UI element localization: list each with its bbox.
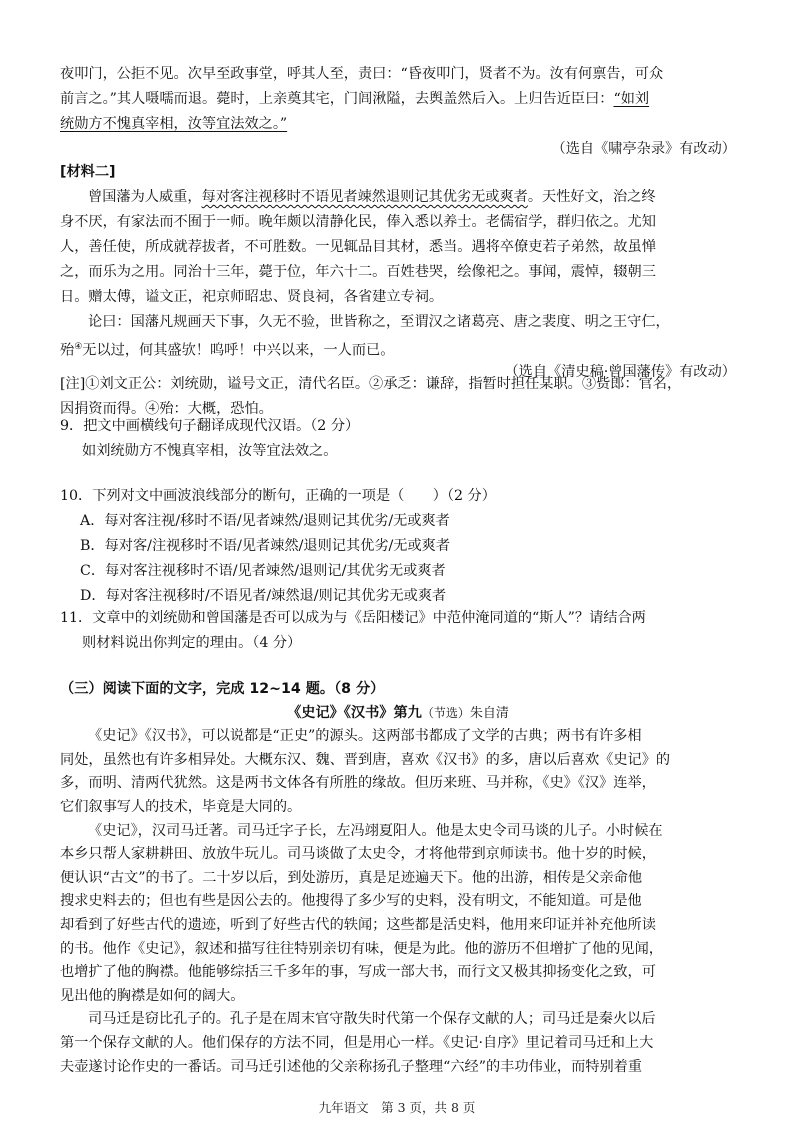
text-line: 它们叙事写人的技术，毕竟是大同的。 — [60, 798, 302, 815]
footnote-marker: ④ — [74, 342, 83, 352]
text-line: 夜叩门，公拒不见。次早至政事堂，呼其人至，责曰：“昏夜叩门，贤者不为。汝有何禀告，可众 — [60, 66, 664, 82]
text-line: 多，而明、清两代犹然。这是两书文体各有所胜的缘故。但历来班、马并称，《史》《汉》连举， — [60, 775, 656, 792]
source-citation: （选自《啸亭杂录》有改动） — [551, 141, 736, 157]
note-line: 因捐资而得。④殆：大概，恐怕。 — [60, 401, 273, 417]
text-line: 论曰：国藩凡规画天下事，久无不验，世皆称之，至谓汉之诸葛亮、唐之裴度、明之王守仁， — [88, 314, 670, 330]
text-line: 日。赠太傅，谥文正，祀京师昭忠、贤良祠，各省建立专祠。 — [60, 289, 444, 305]
text-line: 前言之。”其人嗫嚅而退。薨时，上亲奠其宅，门闾湫隘，去舆盖然后入。上归告近臣曰：“如刘 — [60, 91, 650, 107]
question-text: 则材料说出你判定的理由。（4 分） — [82, 635, 302, 651]
underlined-sentence: 统勋方不愧真宰相，汝等宜法效之。” — [60, 116, 288, 132]
material2 — [60, 160, 736, 385]
question-text: 10．下列对文中画波浪线部分的断句，正确的一项是（ ）（2 分） — [60, 488, 496, 504]
question-10 — [60, 484, 736, 609]
text-line: 之，而乐为之用。同治十三年，薨于位，年六十二。百姓巷哭，绘像祀之。事闻，震悼，辍朝三 — [60, 264, 656, 280]
text-line: 便认识“古文”的书了。二十岁以后，到处游历，真是足迹遍天下。他的出游，相传是父亲命他 — [60, 869, 643, 886]
text-line: 《史记》，汉司马迁著。司马迁字子长，左冯翊夏阳人。他是太史令司马谈的儿子。小时候在 — [88, 822, 663, 839]
note-line: [注]①刘文正公：刘统勋，谥号文正，清代名臣。②承乏：谦辞，指暂时担任某职。③赀郎：官名， — [60, 376, 682, 392]
text-line: 搜求史料去的；但也有些是因公去的。他搜得了多少写的史料，没有明文，不能知道。可是他 — [60, 893, 642, 910]
option-b: B．每对客/注视移时不语/见者竦然/退则记其优劣/无或爽者 — [80, 538, 451, 554]
wavy-underlined-sentence: 每对客注视移时不语见者竦然退则记其优劣无或爽者 — [201, 189, 528, 205]
material2-heading: [材料二] — [60, 164, 116, 180]
title-note: （节选） — [421, 705, 470, 720]
question-9 — [60, 414, 736, 464]
underlined-sentence: “如刘 — [613, 91, 650, 107]
option-c: C．每对客注视移时不语/见者竦然/退则记/其优劣无或爽者 — [80, 563, 446, 579]
text-line: 第一个保存文献的人。他们保存的方法不同，但是用心一样。《史记·自序》里记着司马迁和上大 — [60, 1034, 654, 1051]
text-line: 也增扩了他的胸襟。他能够综括三千多年的事，写成一部大书，而行文又极其抑扬变化之致，可 — [60, 964, 656, 981]
question-11 — [60, 606, 736, 656]
text-line: 本乡只帮人家耕耕田、放放牛玩儿。司马谈做了太史令，才将他带到京师读书。他十岁的时候， — [60, 846, 656, 863]
text-line: 见出他的胸襟是如何的阔大。 — [60, 987, 245, 1004]
question-sentence: 如刘统勋方不愧真宰相，汝等宜法效之。 — [82, 443, 338, 459]
text-line: 《史记》《汉书》，可以说都是“正史”的源头。这两部书都成了文学的古典；两书有许多相 — [88, 728, 642, 745]
text-line: 同处，虽然也有许多相异处。大概东汉、魏、晋到唐，喜欢《汉书》的多，唐以后喜欢《史记》的 — [60, 751, 671, 768]
text-line: 身不厌，有家法而不囿于一师。晚年颇以清静化民，俸入悉以养士。老儒宿学，群归依之。尤知 — [60, 214, 656, 230]
page-footer: 九年语文 第 3 页，共 8 页 — [318, 1100, 476, 1115]
option-d: D．每对客注视移时/不语见者/竦然退/则记其优劣无或爽者 — [80, 588, 447, 604]
material1-tail — [60, 62, 736, 162]
option-a: A．每对客注视/移时不语/见者竦然/退则记其优劣/无或爽者 — [80, 513, 450, 529]
text-line: 夫壶遂讨论作史的一番话。司马迁引述他的父亲称扬孔子整理“六经”的丰功伟业，而特别着重 — [60, 1058, 643, 1075]
text-line: 人，善任使，所成就荐拔者，不可胜数。一见辄品目其材，悉当。遇将卒僚吏若子弟然，故虽惮 — [60, 239, 656, 255]
text-line: 殆④无以过，何其盛欤！呜呼！中兴以来，一人而已。 — [60, 342, 395, 359]
section-heading: （三）阅读下面的文字，完成 12~14 题。（8 分） — [60, 681, 385, 697]
text-line: 的书。他作《史记》，叙述和描写往往特别亲切有味，便是为此。他的游历不但增扩了他的见闻， — [60, 940, 663, 957]
source-citation: （选自《清史稿·曾国藩传》有改动） — [504, 364, 736, 380]
article-author: 朱自清 — [469, 705, 509, 721]
text-line: 曾国藩为人威重，每对客注视移时不语见者竦然退则记其优劣无或爽者。天性好文，治之终 — [88, 189, 656, 205]
question-text: 11．文章中的刘统勋和曾国藩是否可以成为与《岳阳楼记》中范仲淹同道的“斯人”？请结合两 — [60, 610, 646, 626]
text-line: 却看到了好些古代的遗迹，听到了好些古代的轶闻；这些都是活史料，他用来印证并补充他所读 — [60, 916, 656, 933]
question-text: 9．把文中画横线句子翻译成现代汉语。（2 分） — [60, 418, 360, 434]
text-line: 司马迁是窃比孔子的。孔子是在周末官守散失时代第一个保存文献的人；司马迁是秦火以后 — [88, 1011, 656, 1028]
article-title: 《史记》《汉书》第九（节选）朱自清 — [287, 704, 509, 721]
section-3 — [60, 678, 736, 1079]
text-line — [60, 112, 736, 137]
